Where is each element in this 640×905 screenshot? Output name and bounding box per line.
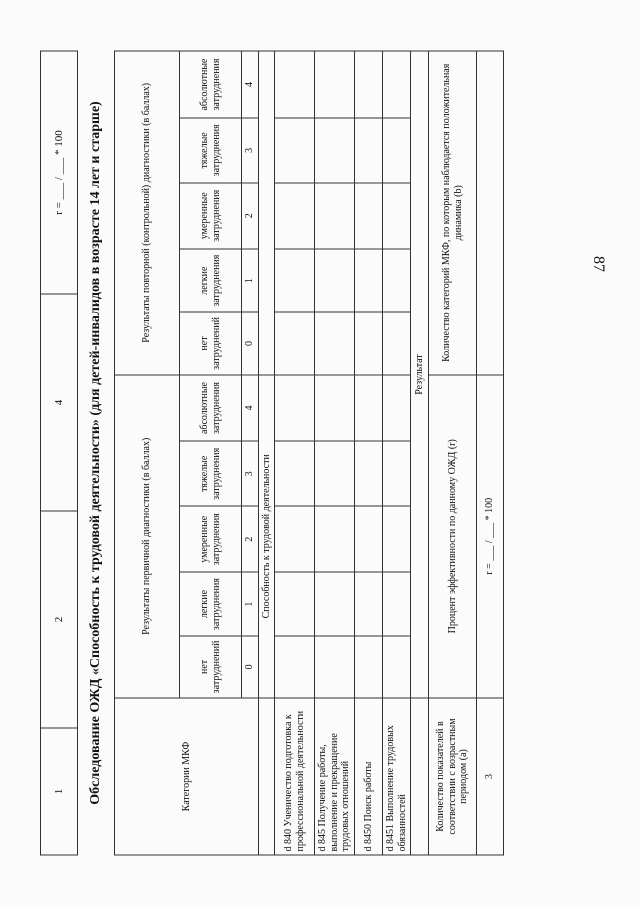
cell[interactable] xyxy=(355,441,383,506)
category-header: Категории МКФ xyxy=(115,698,259,855)
cell[interactable] xyxy=(355,182,383,248)
top-cell-2: 2 xyxy=(41,511,78,728)
positive-dynamics-label: Количество категорий МКФ, по которым наблюдается положительная динамика (b) xyxy=(429,51,477,375)
page-title: Обследование ОЖД «Способность к трудовой деятельности» (для детей-инвалидов в возрасте 14 лет и старше) xyxy=(88,100,103,805)
cell[interactable] xyxy=(383,51,411,118)
repeat-severity-2: умеренные затруднения xyxy=(180,182,242,248)
cell[interactable] xyxy=(315,506,355,572)
primary-score-1: 1 xyxy=(242,572,259,635)
cell[interactable] xyxy=(315,182,355,248)
primary-diagnostics-header: Результаты первичной диагностики (в баллах) xyxy=(115,374,180,697)
cell[interactable] xyxy=(275,374,315,441)
repeat-score-0: 0 xyxy=(242,312,259,374)
cell[interactable] xyxy=(355,374,383,441)
row-d845: d 845 Получение работы, выполнение и прекращение трудовых отношений xyxy=(315,698,355,855)
positive-dynamics-value[interactable] xyxy=(477,51,504,375)
cell[interactable] xyxy=(355,572,383,635)
page-number: 87 xyxy=(590,256,607,272)
cell[interactable] xyxy=(315,441,355,506)
cell[interactable] xyxy=(275,572,315,635)
cell[interactable] xyxy=(383,374,411,441)
efficiency-formula: r = ___ / ___ * 100 xyxy=(477,374,504,697)
top-cell-formula: r = ___ / ___ * 100 xyxy=(41,51,78,294)
cell[interactable] xyxy=(275,182,315,248)
section-spacer xyxy=(258,698,275,855)
cell[interactable] xyxy=(355,635,383,697)
cell[interactable] xyxy=(315,248,355,311)
repeat-score-2: 2 xyxy=(242,182,259,248)
cell[interactable] xyxy=(355,248,383,311)
rotated-landscape-content xyxy=(40,50,600,855)
repeat-severity-4: абсолютные затруднения xyxy=(180,51,242,118)
repeat-severity-0: нет затруднений xyxy=(180,312,242,374)
repeat-severity-3: тяжелые затруднения xyxy=(180,118,242,183)
row-d8451: d 8451 Выполнение трудовых обязанностей xyxy=(383,698,411,855)
cell[interactable] xyxy=(383,118,411,183)
repeat-score-1: 1 xyxy=(242,248,259,311)
primary-severity-3: тяжелые затруднения xyxy=(180,441,242,506)
primary-score-2: 2 xyxy=(242,506,259,572)
cell[interactable] xyxy=(383,312,411,374)
cell[interactable] xyxy=(383,441,411,506)
cell[interactable] xyxy=(275,441,315,506)
cell[interactable] xyxy=(275,248,315,311)
cell[interactable] xyxy=(355,312,383,374)
repeat-score-3: 3 xyxy=(242,118,259,183)
cell[interactable] xyxy=(383,248,411,311)
cell[interactable] xyxy=(383,506,411,572)
section-label-right xyxy=(258,51,275,375)
primary-severity-0: нет затруднений xyxy=(180,635,242,697)
top-cell-1: 1 xyxy=(41,728,78,855)
top-strip-table xyxy=(40,50,78,855)
cell[interactable] xyxy=(315,51,355,118)
efficiency-percent-label: Процент эффективности по данному ОЖД (r) xyxy=(429,374,477,697)
cell[interactable] xyxy=(275,51,315,118)
cell[interactable] xyxy=(355,506,383,572)
primary-score-3: 3 xyxy=(242,441,259,506)
primary-severity-1: легкие затруднения xyxy=(180,572,242,635)
cell[interactable] xyxy=(383,182,411,248)
row-d8450: d 8450 Поиск работы xyxy=(355,698,383,855)
cell[interactable] xyxy=(383,635,411,697)
primary-score-4: 4 xyxy=(242,374,259,441)
result-spacer xyxy=(411,698,429,855)
primary-severity-4: абсолютные затруднения xyxy=(180,374,242,441)
repeat-score-4: 4 xyxy=(242,51,259,118)
result-label: Результат xyxy=(411,51,429,698)
primary-score-0: 0 xyxy=(242,635,259,697)
row-d840: d 840 Ученичество подготовка к профессиональной деятельности xyxy=(275,698,315,855)
cell[interactable] xyxy=(275,118,315,183)
count-indicators-label: Количество показателей в соответствии с возрастным периодом (a) xyxy=(429,698,477,855)
primary-severity-2: умеренные затруднения xyxy=(180,506,242,572)
cell[interactable] xyxy=(355,51,383,118)
count-indicators-value: 3 xyxy=(477,698,504,855)
assessment-table xyxy=(114,50,504,855)
cell[interactable] xyxy=(275,506,315,572)
cell[interactable] xyxy=(315,572,355,635)
cell[interactable] xyxy=(315,635,355,697)
section-label: Способность к трудовой деятельности xyxy=(258,374,275,697)
repeat-severity-1: легкие затруднения xyxy=(180,248,242,311)
cell[interactable] xyxy=(315,118,355,183)
cell[interactable] xyxy=(275,635,315,697)
cell[interactable] xyxy=(383,572,411,635)
cell[interactable] xyxy=(275,312,315,374)
repeat-diagnostics-header: Результаты повторной (контрольной) диагностики (в баллах) xyxy=(115,51,180,375)
cell[interactable] xyxy=(355,118,383,183)
top-cell-3: 4 xyxy=(41,294,78,511)
cell[interactable] xyxy=(315,374,355,441)
cell[interactable] xyxy=(315,312,355,374)
